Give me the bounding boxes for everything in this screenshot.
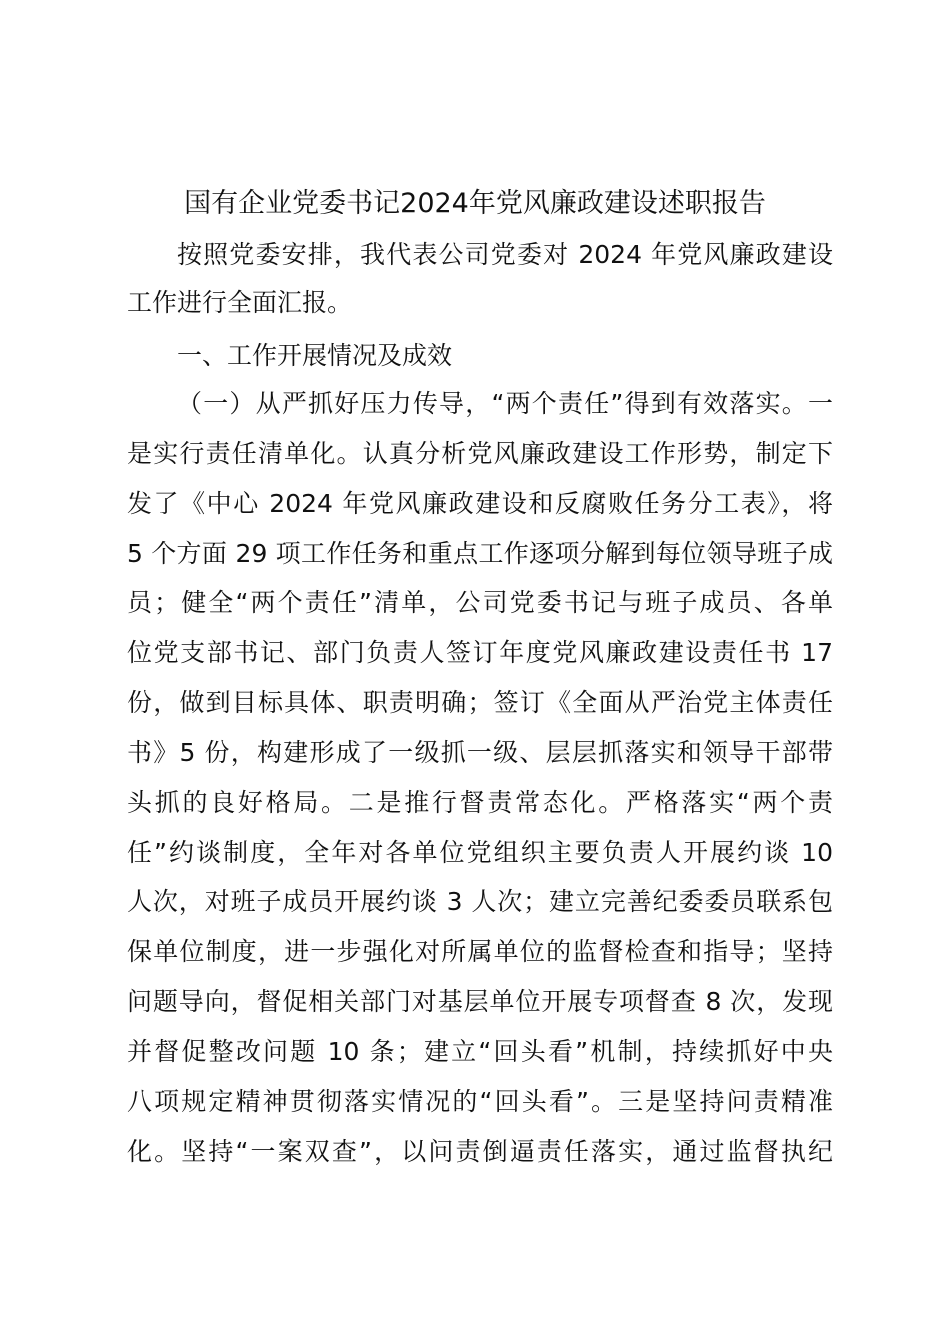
paragraph-line: 发了《中心 2024 年党风廉政建设和反腐败任务分工表》，将 (127, 489, 833, 518)
paragraph-line: 问题导向，督促相关部门对基层单位开展专项督查 8 次，发现 (127, 987, 833, 1016)
paragraph-line: 员；健全“两个责任”清单，公司党委书记与班子成员、各单 (127, 588, 833, 617)
paragraph-line: 并督促整改问题 10 条；建立“回头看”机制，持续抓好中央 (127, 1037, 833, 1066)
paragraph-line: 5 个方面 29 项工作任务和重点工作逐项分解到每位领导班子成 (127, 539, 833, 568)
paragraph-line: 按照党委安排，我代表公司党委对 2024 年党风廉政建设 (177, 240, 833, 269)
paragraph-line: 保单位制度，进一步强化对所属单位的监督检查和指导；坚持 (127, 937, 833, 966)
paragraph-line: 人次，对班子成员开展约谈 3 人次；建立完善纪委委员联系包 (127, 887, 833, 916)
document-title: 国有企业党委书记2024年党风廉政建设述职报告 (184, 188, 766, 219)
paragraph-line: 位党支部书记、部门负责人签订年度党风廉政建设责任书 17 (127, 638, 833, 667)
paragraph-line: 化。坚持“一案双查”，以问责倒逼责任落实，通过监督执纪 (127, 1137, 833, 1166)
paragraph-line: （一）从严抓好压力传导，“两个责任”得到有效落实。一 (177, 389, 833, 418)
paragraph-line: 头抓的良好格局。二是推行督责常态化。严格落实“两个责 (127, 788, 833, 817)
paragraph-line: 八项规定精神贯彻落实情况的“回头看”。三是坚持问责精准 (127, 1087, 833, 1116)
paragraph-line: 是实行责任清单化。认真分析党风廉政建设工作形势，制定下 (127, 439, 833, 468)
section-heading: 一、工作开展情况及成效 (177, 341, 453, 370)
paragraph-line: 工作进行全面汇报。 (127, 288, 353, 317)
paragraph-line: 书》5 份，构建形成了一级抓一级、层层抓落实和领导干部带 (127, 738, 833, 767)
paragraph-line: 份，做到目标具体、职责明确；签订《全面从严治党主体责任 (127, 688, 833, 717)
paragraph-line: 任”约谈制度，全年对各单位党组织主要负责人开展约谈 10 (127, 838, 833, 867)
